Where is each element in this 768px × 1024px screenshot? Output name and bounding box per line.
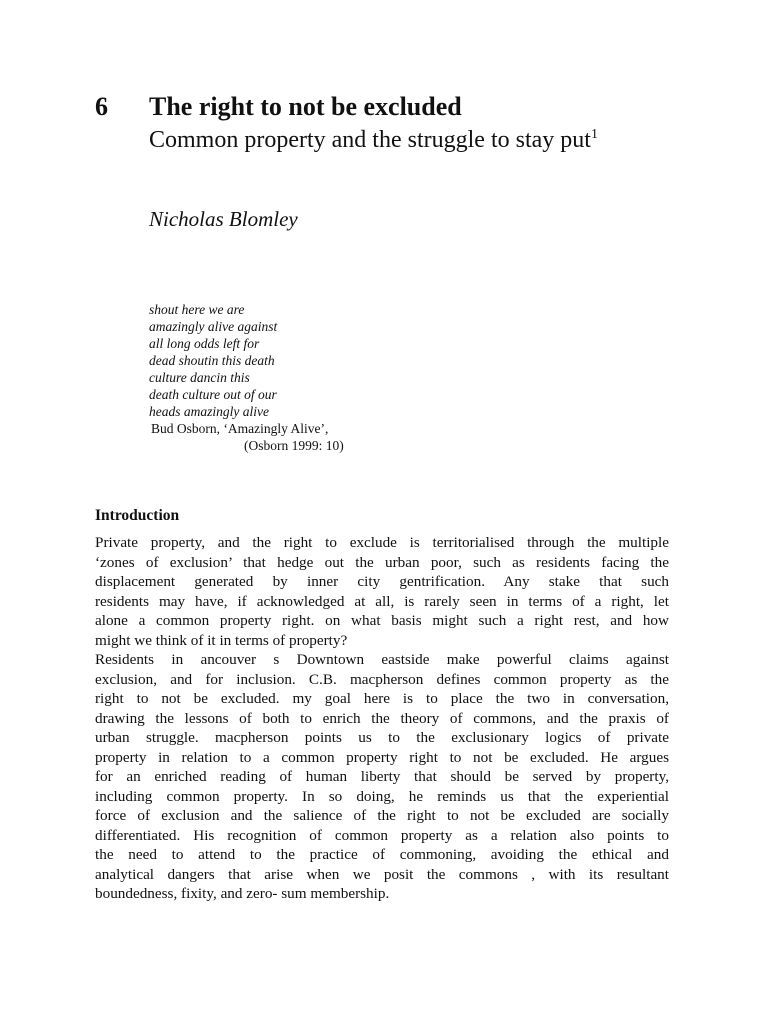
paragraph-line: analytical dangers that arise when we posit the commons , with its resultant <box>95 865 669 883</box>
paragraph-line: boundedness, fixity, and zero- sum membership. <box>95 885 390 902</box>
epigraph-line: dead shoutin this death <box>149 353 275 368</box>
paragraph-line: Residents in ancouver s Downtown eastside make powerful claims against <box>95 651 669 668</box>
epigraph-line: all long odds left for <box>149 336 260 351</box>
paragraph-line: right to not be excluded. my goal here is to place the two in conversation, <box>95 690 669 707</box>
paragraph-line: might we think of it in terms of property? <box>95 631 348 649</box>
epigraph-line: heads amazingly alive <box>149 404 269 419</box>
paragraph-line: ‘zones of exclusion’ that hedge out the urban poor, such as residents facing the <box>95 553 669 571</box>
epigraph <box>149 301 449 454</box>
epigraph-line: death culture out of our <box>149 387 277 402</box>
paragraph-line: including common property. In so doing, he reminds us that the experiential <box>95 787 669 805</box>
section-heading-introduction: Introduction <box>95 507 180 524</box>
epigraph-citation: (Osborn 1999: 10) <box>244 438 344 453</box>
epigraph-line: shout here we are <box>149 302 245 317</box>
paragraph-line: alone a common property right. on what basis might such a right rest, and how <box>95 612 669 629</box>
paragraph-line: for an enriched reading of human liberty that should be served by property, <box>95 768 669 785</box>
epigraph-line: culture dancin this <box>149 370 250 385</box>
paragraph-line: the need to attend to the practice of commoning, avoiding the ethical and <box>95 846 669 863</box>
author-name: Nicholas Blomley <box>149 207 298 231</box>
epigraph-line: amazingly alive against <box>149 319 278 334</box>
footnote-marker[interactable]: 1 <box>590 127 598 142</box>
epigraph-attribution: Bud Osborn, ‘Amazingly Alive’, <box>151 421 329 436</box>
paragraph-line: differentiated. His recognition of common property as a relation also points to <box>95 826 669 844</box>
paragraph-line: urban struggle. macpherson points us to the exclusionary logics of private <box>95 729 669 746</box>
chapter-subtitle <box>149 126 609 154</box>
paragraph-line: exclusion, and for inclusion. C.B. macpherson defines common property as the <box>95 670 669 688</box>
chapter-title: The right to not be excluded <box>149 92 462 121</box>
paragraph-line: property in relation to a common property right to not be excluded. He argues <box>95 748 669 766</box>
paragraph-line: Private property, and the right to exclude is territorialised through the multiple <box>95 534 669 551</box>
paragraph-line: force of exclusion and the salience of the right to not be excluded are socially <box>95 807 669 824</box>
introduction-body <box>95 533 669 904</box>
paragraph-line: residents may have, if acknowledged at all, is rarely seen in terms of a right, let <box>95 592 669 610</box>
paragraph-line: displacement generated by inner city gentrification. Any stake that such <box>95 573 669 590</box>
chapter-number: 6 <box>95 92 108 121</box>
chapter-subtitle-text: Common property and the struggle to stay put <box>149 127 591 153</box>
paragraph-line: drawing the lessons of both to enrich the theory of commons, and the praxis of <box>95 709 669 727</box>
